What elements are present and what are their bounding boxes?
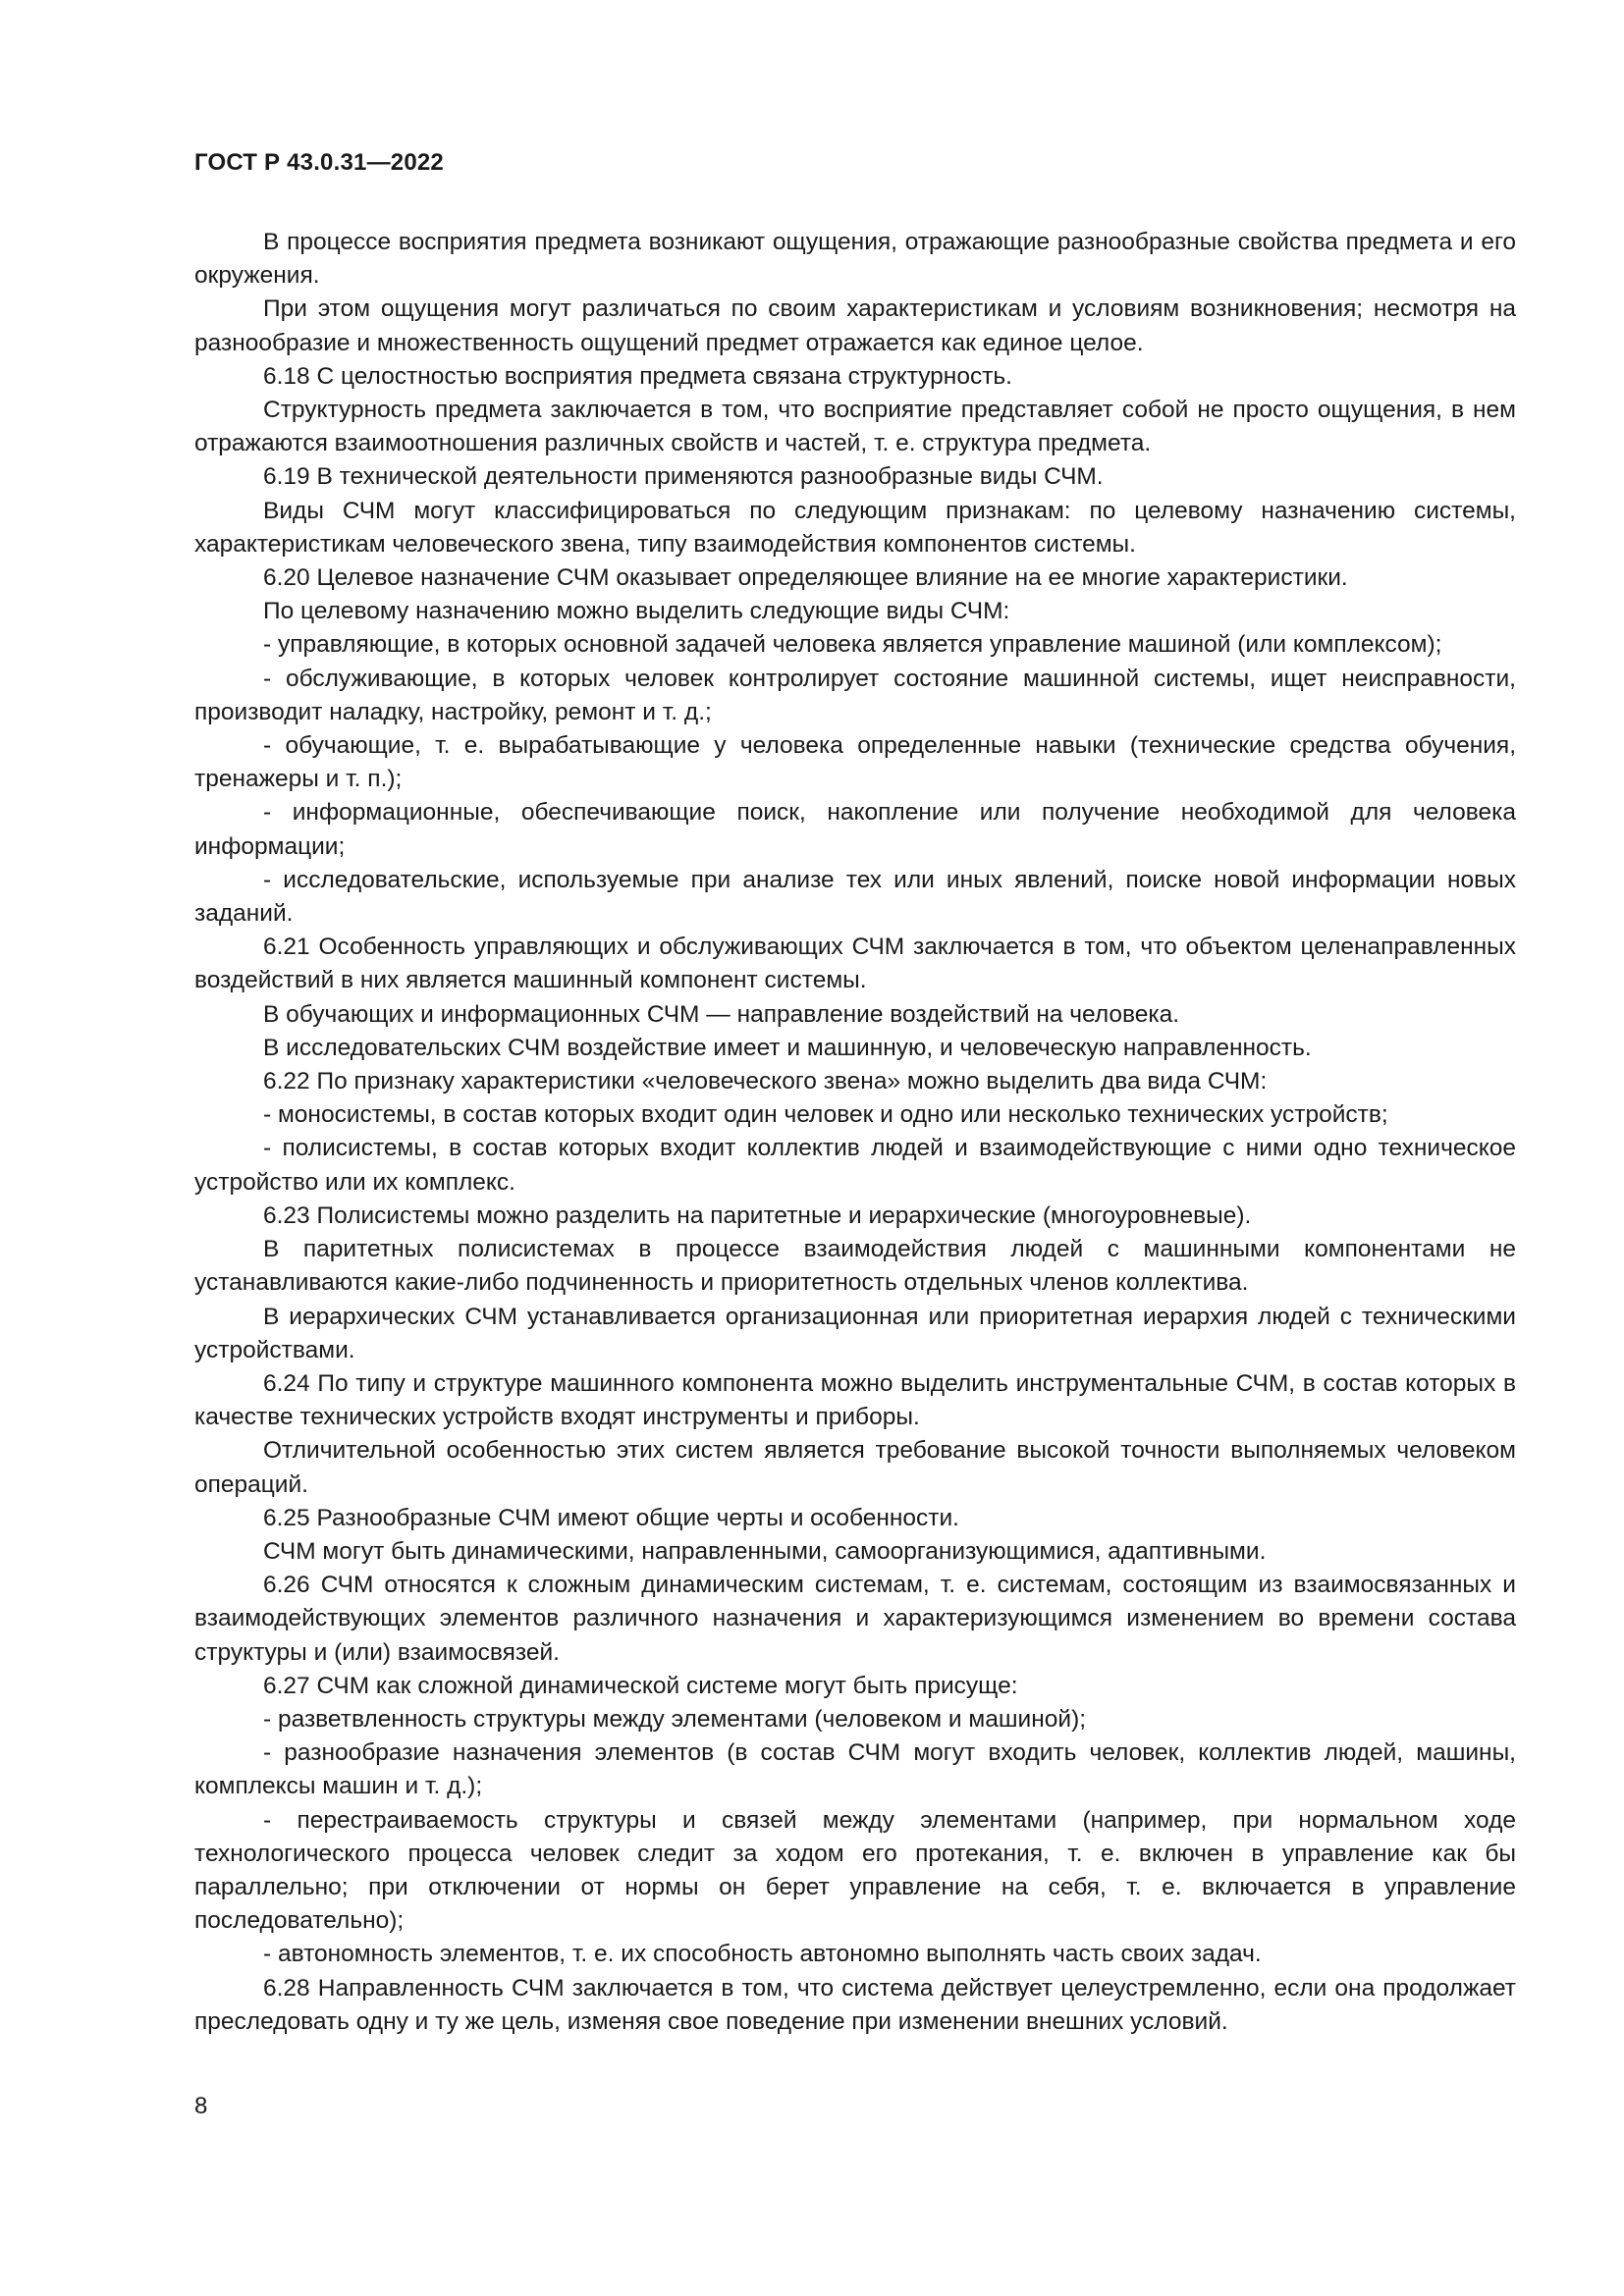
paragraph: Виды СЧМ могут классифицироваться по следующим признакам: по целевому назначению системы, характеристикам человеческого звена, типу взаимодействия компонентов системы. bbox=[194, 497, 1516, 558]
list-item: - моносистемы, в состав которых входит один человек и одно или несколько технических устройств; bbox=[263, 1101, 1388, 1129]
list-item: - информационные, обеспечивающие поиск, накопление или получение необходимой для человека информации; bbox=[194, 799, 1516, 860]
list-item: - управляющие, в которых основной задачей человека является управление машиной (или комплексом); bbox=[263, 631, 1442, 659]
list-item: - полисистемы, в состав которых входит коллектив людей и взаимодействующие с ними одно техническое устройство или их комплекс. bbox=[194, 1135, 1516, 1196]
list-item: - автономность элементов, т. е. их способность автономно выполнять часть своих задач. bbox=[263, 1941, 1262, 1968]
paragraph: В обучающих и информационных СЧМ — направление воздействий на человека. bbox=[263, 1000, 1180, 1028]
paragraph: СЧМ могут быть динамическими, направленными, самоорганизующимися, адаптивными. bbox=[263, 1537, 1267, 1565]
paragraph: 6.23 Полисистемы можно разделить на паритетные и иерархические (многоуровневые). bbox=[263, 1201, 1252, 1229]
paragraph: По целевому назначению можно выделить следующие виды СЧМ: bbox=[263, 598, 1010, 625]
paragraph: При этом ощущения могут различаться по своим характеристикам и условиям возникновения; несмотря на разнообразие и множественность ощущений предмет отражается как единое целое. bbox=[194, 295, 1516, 356]
paragraph: Отличительной особенностью этих систем является требование высокой точности выполняемых человеком операций. bbox=[194, 1437, 1516, 1498]
paragraph: 6.24 По типу и структуре машинного компонента можно выделить инструментальные СЧМ, в состав которых в качестве технических устройств входят инструменты и приборы. bbox=[194, 1369, 1516, 1431]
paragraph: 6.25 Разнообразные СЧМ имеют общие черты и особенности. bbox=[263, 1504, 959, 1531]
paragraph: В иерархических СЧМ устанавливается организационная или приоритетная иерархия людей с техническими устройствами. bbox=[194, 1303, 1516, 1363]
list-item: - разветвленность структуры между элементами (человеком и машиной); bbox=[263, 1705, 1087, 1733]
list-item: - обслуживающие, в которых человек контролирует состояние машинной системы, ищет неисправности, производит наладку, настройку, ремонт и т. д.; bbox=[194, 665, 1516, 725]
list-item: - обучающие, т. е. вырабатывающие у человека определенные навыки (технические средства обучения, тренажеры и т. п.); bbox=[194, 732, 1516, 793]
paragraph: 6.26 СЧМ относятся к сложным динамическим системам, т. е. системам, состоящим из взаимосвязанных и взаимодействующих элементов различного назначения и характеризующимся изменением во времени состава структуры и (или) взаимосвязей. bbox=[194, 1572, 1516, 1666]
page-number: 8 bbox=[194, 2093, 208, 2119]
list-item: - разнообразие назначения элементов (в состав СЧМ могут входить человек, коллектив людей, машины, комплексы машин и т. д.); bbox=[194, 1739, 1516, 1800]
paragraph: 6.20 Целевое назначение СЧМ оказывает определяющее влияние на ее многие характеристики. bbox=[263, 564, 1348, 592]
paragraph: В процессе восприятия предмета возникают ощущения, отражающие разнообразные свойства предмета и его окружения. bbox=[194, 229, 1516, 290]
paragraph: Структурность предмета заключается в том, что восприятие представляет собой не просто ощущения, в нем отражаются взаимоотношения различных свойств и частей, т. е. структура предмета. bbox=[194, 397, 1516, 457]
paragraph: В паритетных полисистемах в процессе взаимодействия людей с машинными компонентами не устанавливаются какие-либо подчиненность и приоритетность отдельных членов коллектива. bbox=[194, 1236, 1516, 1297]
paragraph: 6.22 По признаку характеристики «человеческого звена» можно выделить два вида СЧМ: bbox=[263, 1068, 1268, 1095]
paragraph: 6.28 Направленность СЧМ заключается в том, что система действует целеустремленно, если она продолжает преследовать одну и ту же цель, изменяя свое поведение при изменении внешних условий. bbox=[194, 1974, 1516, 2035]
list-item: - исследовательские, используемые при анализе тех или иных явлений, поиске новой информации новых заданий. bbox=[194, 866, 1516, 928]
document-header: ГОСТ Р 43.0.31—2022 bbox=[194, 149, 444, 176]
paragraph: 6.19 В технической деятельности применяются разнообразные виды СЧМ. bbox=[263, 463, 1104, 491]
document-body bbox=[194, 226, 1516, 2039]
paragraph: В исследовательских СЧМ воздействие имеет и машинную, и человеческую направленность. bbox=[263, 1034, 1312, 1061]
paragraph: 6.18 С целостностью восприятия предмета связана структурность. bbox=[263, 362, 1012, 390]
paragraph: 6.21 Особенность управляющих и обслуживающих СЧМ заключается в том, что объектом целенаправленных воздействий в них является машинный компонент системы. bbox=[194, 934, 1516, 994]
list-item: - перестраиваемость структуры и связей между элементами (например, при нормальном ходе технологического процесса человек следит за ходом его протекания, т. е. включен в управление как бы параллельно; при отключении от нормы он берет управление на себя, т. е. включается в управление последовательно); bbox=[194, 1806, 1516, 1935]
paragraph: 6.27 СЧМ как сложной динамической системе могут быть присуще: bbox=[263, 1672, 1018, 1699]
